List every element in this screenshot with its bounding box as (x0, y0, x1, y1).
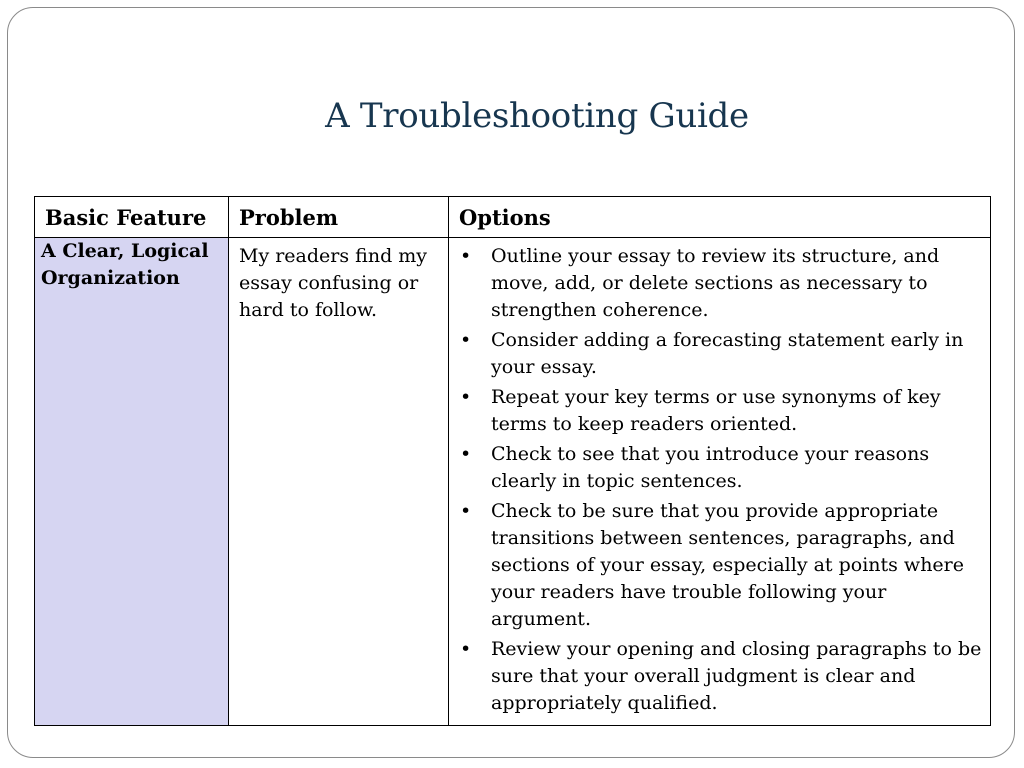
option-text: Check to be sure that you provide appropriate transitions between sentences, paragraphs, and sections of your essay, especially at points where your readers have trouble following your argument. (491, 500, 965, 630)
feature-cell: A Clear, Logical Organization (35, 238, 229, 726)
bullet-icon: • (460, 245, 472, 267)
option-text: Review your opening and closing paragraphs to be sure that your overall judgment is clear and appropriately qualified. (491, 638, 982, 714)
table-header-row (35, 197, 991, 238)
bullet-icon: • (460, 500, 472, 522)
list-item (459, 243, 982, 324)
list-item (459, 636, 982, 717)
header-problem: Problem (229, 197, 449, 238)
options-list (459, 243, 982, 717)
option-text: Repeat your key terms or use synonyms of key terms to keep readers oriented. (491, 386, 941, 435)
table-row (35, 238, 991, 726)
slide-title: A Troubleshooting Guide (325, 96, 749, 136)
problem-cell: My readers find my essay confusing or hard to follow. (229, 238, 449, 726)
list-item (459, 441, 982, 495)
troubleshooting-table (34, 196, 991, 726)
bullet-icon: • (460, 386, 472, 408)
list-item (459, 384, 982, 438)
option-text: Outline your essay to review its structure, and move, add, or delete sections as necessary to strengthen coherence. (491, 245, 940, 321)
option-text: Check to see that you introduce your reasons clearly in topic sentences. (491, 443, 930, 492)
list-item (459, 327, 982, 381)
option-text: Consider adding a forecasting statement early in your essay. (491, 329, 964, 378)
bullet-icon: • (460, 638, 472, 660)
bullet-icon: • (460, 329, 472, 351)
list-item (459, 498, 982, 633)
options-cell (449, 238, 991, 726)
bullet-icon: • (460, 443, 472, 465)
header-options: Options (449, 197, 991, 238)
header-basic-feature: Basic Feature (35, 197, 229, 238)
